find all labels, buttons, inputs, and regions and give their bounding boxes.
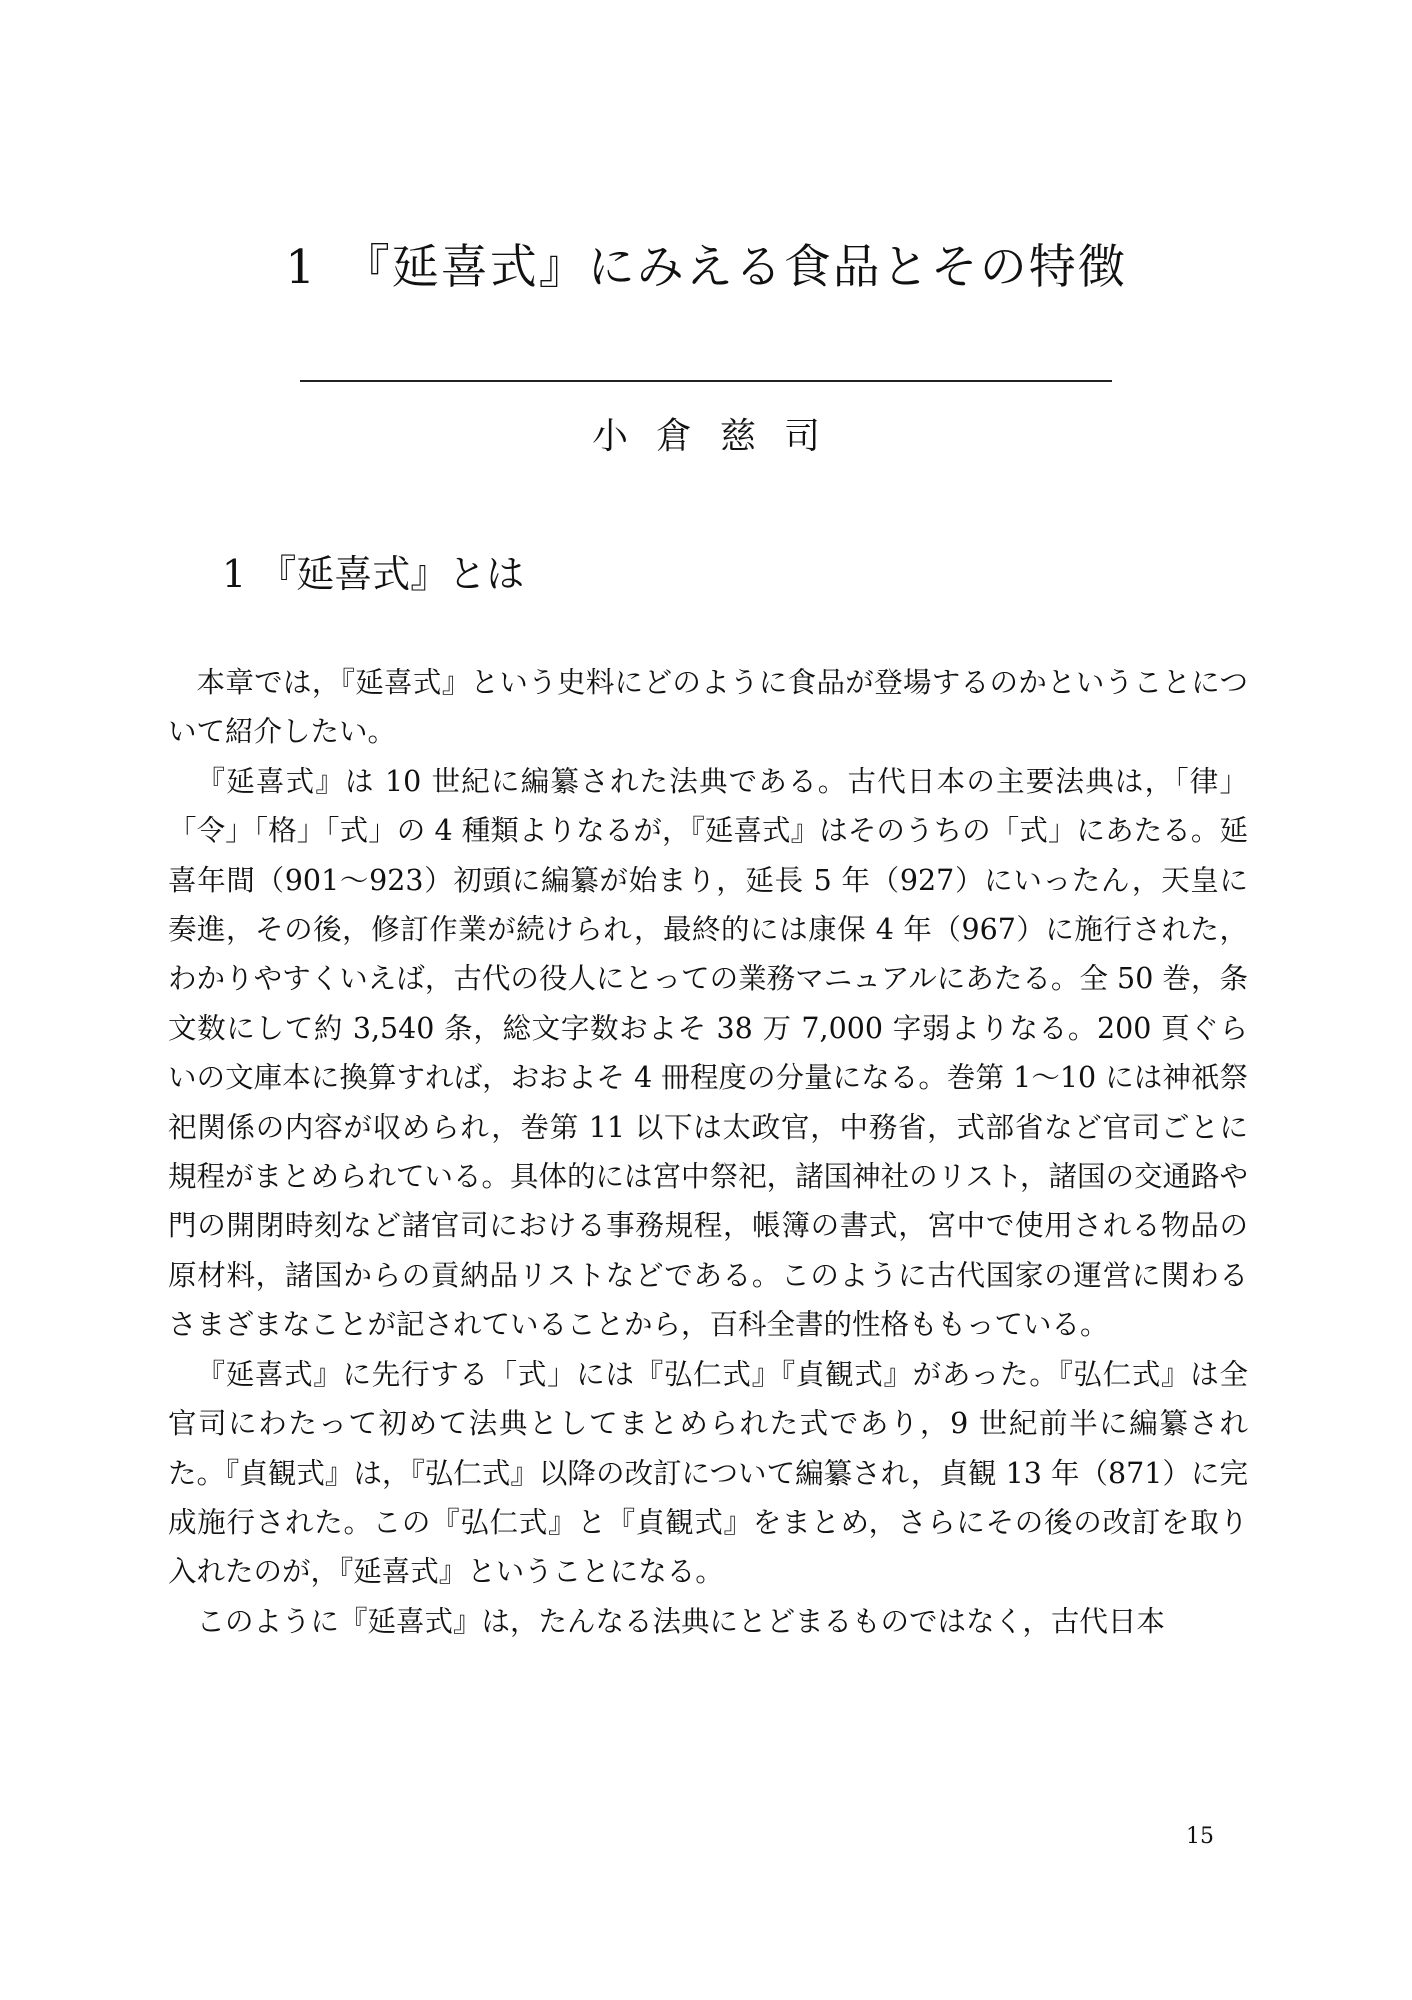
paragraph: 本章では，『延喜式』という史料にどのように食品が登場するのかということについて紹介したい。 <box>168 666 1248 749</box>
section-heading: 1 『延喜式』とは <box>222 552 525 596</box>
body-text <box>168 658 1248 1646</box>
paragraph: このように『延喜式』は，たんなる法典にとどまるものではなく，古代日本 <box>196 1604 1165 1638</box>
page-number: 15 <box>1186 1824 1214 1849</box>
author-name: 小倉慈司 <box>591 416 848 457</box>
title-divider <box>300 380 1112 382</box>
paragraph: 『延喜式』は 10 世紀に編纂された法典である。古代日本の主要法典は，「律」「令」「格」「式」の 4 種類よりなるが，『延喜式』はそのうちの「式」にあたる。延喜年間（901〜923）初頭に編纂が始まり，延長 5 年（927）にいったん，天皇に奏進，その後，修訂作業が続けられ，最終的には康保 4 年（967）に施行された，わかりやすくいえば，古代の役人にとっての業務マニュアルにあたる。全 50 巻，条文数にして約 3,540 条，総文字数およそ 38 万 7,000 字弱よりなる。200 頁ぐらいの文庫本に換算すれば，おおよそ 4 冊程度の分量になる。巻第 1〜10 には神祇祭祀関係の内容が収められ，巻第 11 以下は太政官，中務省，式部省など官司ごとに規程がまとめられている。具体的には宮中祭祀，諸国神社のリスト，諸国の交通路や門の開閉時刻など諸官司における事務規程，帳簿の書式，宮中で使用される物品の原材料，諸国からの貢納品リストなどである。このように古代国家の運営に関わるさまざまなことが記されていることから，百科全書的性格ももっている。 <box>168 764 1248 1342</box>
chapter-title: 1 『延喜式』にみえる食品とその特徴 <box>285 240 1127 295</box>
paragraph: 『延喜式』に先行する「式」には『弘仁式』『貞観式』があった。『弘仁式』は全官司にわたって初めて法典としてまとめられた式であり，9 世紀前半に編纂された。『貞観式』は，『弘仁式』以降の改訂について編纂され，貞観 13 年（871）に完成施行された。この『弘仁式』と『貞観式』をまとめ，さらにその後の改訂を取り入れたのが，『延喜式』ということになる。 <box>168 1357 1248 1589</box>
